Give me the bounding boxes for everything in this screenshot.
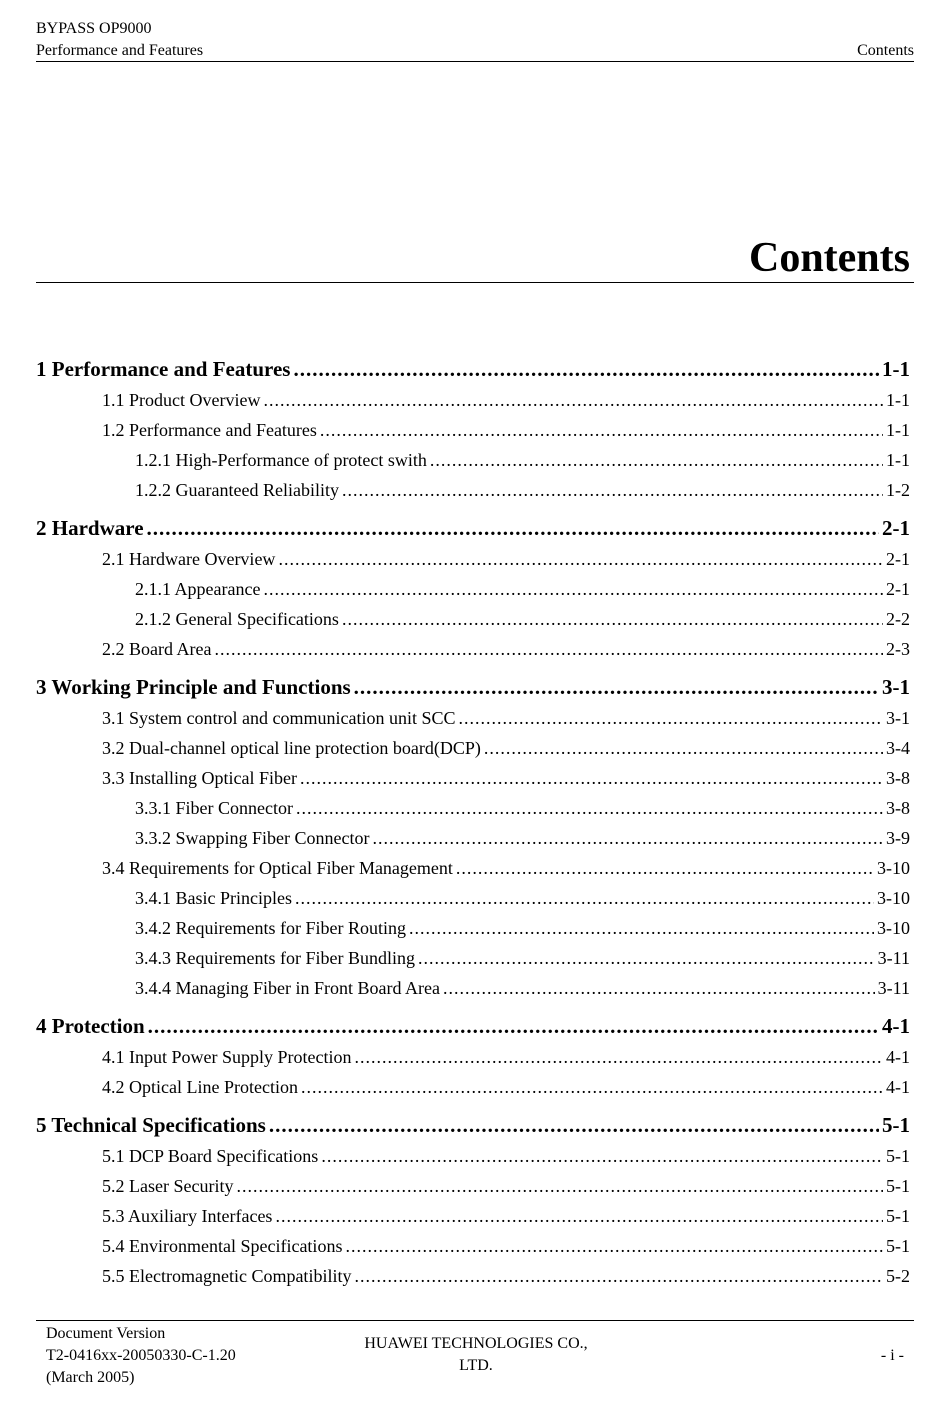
toc-entry-title: 5.1 DCP Board Specifications bbox=[102, 1146, 319, 1166]
toc-entry-title: 2 Hardware bbox=[36, 516, 144, 540]
toc-dot-leader bbox=[443, 973, 875, 1003]
toc-entry-page: 3-10 bbox=[877, 858, 910, 878]
doc-date: (March 2005) bbox=[46, 1369, 135, 1386]
company-name-line2: LTD. bbox=[459, 1357, 493, 1374]
toc-dot-leader bbox=[300, 763, 883, 793]
toc-entry-title: 3 Working Principle and Functions bbox=[36, 675, 351, 699]
toc-entry-page: 3-11 bbox=[877, 948, 910, 968]
header-rule bbox=[36, 61, 914, 62]
toc-entry-page: 3-1 bbox=[882, 675, 910, 699]
toc-entry-title: 2.1.2 General Specifications bbox=[135, 609, 339, 629]
header-product: BYPASS OP9000 bbox=[36, 20, 152, 37]
toc-entry-page: 5-1 bbox=[886, 1206, 910, 1226]
toc-entry-page: 3-10 bbox=[877, 888, 910, 908]
toc-entry[interactable] bbox=[36, 883, 910, 913]
toc-dot-leader bbox=[236, 1171, 883, 1201]
toc-entry-title: 5.4 Environmental Specifications bbox=[102, 1236, 343, 1256]
toc-entry-page: 5-1 bbox=[886, 1236, 910, 1256]
toc-entry-page: 3-1 bbox=[886, 708, 910, 728]
toc-entry-title: 2.2 Board Area bbox=[102, 639, 212, 659]
toc-entry-page: 3-9 bbox=[886, 828, 910, 848]
toc-entry-page: 2-1 bbox=[886, 579, 910, 599]
toc-entry[interactable] bbox=[36, 823, 910, 853]
toc-dot-leader bbox=[430, 445, 883, 475]
toc-entry[interactable] bbox=[36, 973, 910, 1003]
toc-entry-title: 1.2.1 High-Performance of protect swith bbox=[135, 450, 427, 470]
toc-entry-title: 5.3 Auxiliary Interfaces bbox=[102, 1206, 273, 1226]
toc-dot-leader bbox=[355, 1042, 884, 1072]
toc-entry-title: 1 Performance and Features bbox=[36, 357, 291, 381]
toc-entry-page: 5-1 bbox=[882, 1113, 910, 1137]
toc-entry[interactable] bbox=[36, 445, 910, 475]
toc-entry-page: 4-1 bbox=[886, 1077, 910, 1097]
toc-entry-page: 2-1 bbox=[886, 549, 910, 569]
toc-entry-title: 5.5 Electromagnetic Compatibility bbox=[102, 1266, 352, 1286]
toc-dot-leader bbox=[320, 415, 883, 445]
header-section: Performance and Features bbox=[36, 42, 204, 59]
toc-entry-title: 3.1 System control and communication unit SCC bbox=[102, 708, 456, 728]
toc-dot-leader bbox=[342, 604, 883, 634]
toc-entry-page: 1-1 bbox=[886, 390, 910, 410]
toc-dot-leader bbox=[418, 943, 875, 973]
toc-entry-title: 3.4.3 Requirements for Fiber Bundling bbox=[135, 948, 415, 968]
toc-dot-leader bbox=[269, 1110, 879, 1141]
toc-entry[interactable] bbox=[36, 415, 910, 445]
toc-entry-page: 5-1 bbox=[886, 1146, 910, 1166]
toc-entry-title: 4.2 Optical Line Protection bbox=[102, 1077, 298, 1097]
toc-entry-title: 3.4.1 Basic Principles bbox=[135, 888, 292, 908]
toc-entry-title: 3.4 Requirements for Optical Fiber Management bbox=[102, 858, 453, 878]
toc-entry[interactable] bbox=[36, 793, 910, 823]
toc-entry-page: 1-2 bbox=[886, 480, 910, 500]
toc-entry-page: 1-1 bbox=[886, 450, 910, 470]
toc-entry-page: 3-11 bbox=[877, 978, 910, 998]
toc-dot-leader bbox=[263, 385, 883, 415]
toc-entry-page: 4-1 bbox=[882, 1014, 910, 1038]
toc-entry[interactable] bbox=[36, 763, 910, 793]
toc-entry[interactable] bbox=[36, 1141, 910, 1171]
toc-dot-leader bbox=[342, 475, 883, 505]
toc-entry[interactable] bbox=[36, 1110, 910, 1141]
toc-entry[interactable] bbox=[36, 913, 910, 943]
toc-entry-title: 5.2 Laser Security bbox=[102, 1176, 234, 1196]
title-rule bbox=[36, 282, 914, 283]
footer-rule bbox=[36, 1320, 914, 1321]
toc-entry[interactable] bbox=[36, 544, 910, 574]
page-number: - i - bbox=[880, 1347, 904, 1364]
toc-entry[interactable] bbox=[36, 634, 910, 664]
toc-dot-leader bbox=[458, 703, 883, 733]
toc-entry-page: 5-1 bbox=[886, 1176, 910, 1196]
toc-entry[interactable] bbox=[36, 1231, 910, 1261]
toc-entry-title: 1.2.2 Guaranteed Reliability bbox=[135, 480, 339, 500]
toc-entry[interactable] bbox=[36, 354, 910, 385]
toc-entry-title: 3.3.2 Swapping Fiber Connector bbox=[135, 828, 370, 848]
toc-entry-page: 3-10 bbox=[877, 918, 910, 938]
toc-dot-leader bbox=[301, 1072, 883, 1102]
toc-entry[interactable] bbox=[36, 574, 910, 604]
toc-entry-page: 1-1 bbox=[882, 357, 910, 381]
toc-entry-page: 5-2 bbox=[886, 1266, 910, 1286]
toc-entry-page: 1-1 bbox=[886, 420, 910, 440]
toc-dot-leader bbox=[275, 1201, 883, 1231]
toc-dot-leader bbox=[278, 544, 883, 574]
toc-entry-title: 3.3 Installing Optical Fiber bbox=[102, 768, 297, 788]
toc-dot-leader bbox=[293, 354, 879, 385]
page-header bbox=[36, 18, 914, 62]
toc-entry-title: 5 Technical Specifications bbox=[36, 1113, 266, 1137]
toc-dot-leader bbox=[372, 823, 883, 853]
toc-dot-leader bbox=[295, 883, 874, 913]
table-of-contents bbox=[36, 354, 910, 1291]
toc-dot-leader bbox=[354, 1261, 883, 1291]
toc-entry-page: 2-1 bbox=[882, 516, 910, 540]
company-name-line1: HUAWEI TECHNOLOGIES CO., bbox=[364, 1335, 588, 1352]
toc-entry-page: 4-1 bbox=[886, 1047, 910, 1067]
toc-entry-title: 2.1 Hardware Overview bbox=[102, 549, 276, 569]
toc-entry-title: 1.1 Product Overview bbox=[102, 390, 261, 410]
toc-entry-title: 3.3.1 Fiber Connector bbox=[135, 798, 293, 818]
doc-version-label: Document Version bbox=[46, 1325, 166, 1342]
toc-entry[interactable] bbox=[36, 475, 910, 505]
toc-entry-page: 3-4 bbox=[886, 738, 910, 758]
toc-dot-leader bbox=[147, 513, 879, 544]
toc-entry-title: 4 Protection bbox=[36, 1014, 145, 1038]
toc-entry[interactable] bbox=[36, 1201, 910, 1231]
toc-dot-leader bbox=[354, 672, 879, 703]
page-title: Contents bbox=[748, 235, 910, 281]
toc-entry[interactable] bbox=[36, 604, 910, 634]
toc-entry-page: 2-2 bbox=[886, 609, 910, 629]
toc-dot-leader bbox=[263, 574, 883, 604]
toc-dot-leader bbox=[321, 1141, 883, 1171]
toc-entry-title: 1.2 Performance and Features bbox=[102, 420, 317, 440]
toc-entry-page: 2-3 bbox=[886, 639, 910, 659]
toc-dot-leader bbox=[148, 1011, 879, 1042]
toc-entry[interactable] bbox=[36, 1011, 910, 1042]
toc-dot-leader bbox=[456, 853, 874, 883]
toc-entry[interactable] bbox=[36, 943, 910, 973]
toc-entry-title: 3.4.4 Managing Fiber in Front Board Area bbox=[135, 978, 440, 998]
toc-entry-page: 3-8 bbox=[886, 798, 910, 818]
toc-entry[interactable] bbox=[36, 1261, 910, 1291]
toc-entry[interactable] bbox=[36, 1042, 910, 1072]
toc-entry-title: 4.1 Input Power Supply Protection bbox=[102, 1047, 352, 1067]
toc-entry[interactable] bbox=[36, 853, 910, 883]
toc-entry-page: 3-8 bbox=[886, 768, 910, 788]
toc-dot-leader bbox=[296, 793, 883, 823]
toc-entry-title: 3.2 Dual-channel optical line protection board(DCP) bbox=[102, 738, 481, 758]
toc-entry[interactable] bbox=[36, 1171, 910, 1201]
toc-entry[interactable] bbox=[36, 1072, 910, 1102]
toc-entry[interactable] bbox=[36, 672, 910, 703]
doc-version: T2-0416xx-20050330-C-1.20 bbox=[46, 1347, 236, 1364]
toc-dot-leader bbox=[484, 733, 883, 763]
toc-entry[interactable] bbox=[36, 703, 910, 733]
toc-dot-leader bbox=[345, 1231, 883, 1261]
toc-entry[interactable] bbox=[36, 385, 910, 415]
toc-dot-leader bbox=[409, 913, 874, 943]
toc-entry[interactable] bbox=[36, 733, 910, 763]
toc-entry-title: 3.4.2 Requirements for Fiber Routing bbox=[135, 918, 406, 938]
toc-entry-title: 2.1.1 Appearance bbox=[135, 579, 261, 599]
toc-dot-leader bbox=[214, 634, 883, 664]
toc-entry[interactable] bbox=[36, 513, 910, 544]
header-chapter: Contents bbox=[857, 42, 914, 59]
